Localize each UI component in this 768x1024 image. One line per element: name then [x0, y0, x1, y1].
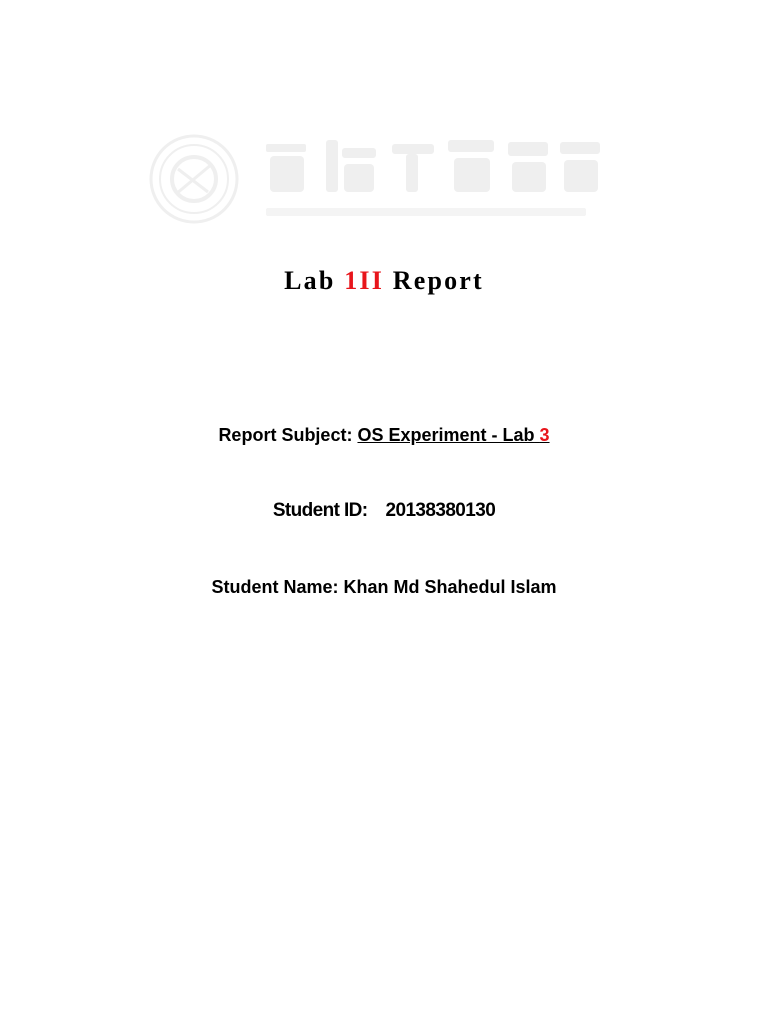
title-suffix: Report [392, 266, 484, 295]
report-title [0, 266, 768, 296]
student-id-label: Student ID: [272, 500, 368, 521]
student-id-value: 20138380130 [385, 500, 496, 521]
student-name-value: Khan Md Shahedul Islam [343, 577, 557, 597]
report-subject [0, 425, 768, 446]
subject-value [357, 425, 549, 445]
university-seal-icon [148, 134, 603, 226]
title-prefix: Lab [284, 266, 336, 295]
subject-value-main: OS Experiment - Lab [357, 425, 535, 445]
student-name [0, 577, 768, 598]
university-logo [148, 134, 603, 226]
subject-lab-number: 3 [539, 425, 550, 445]
student-id [0, 500, 768, 522]
subject-label: Report Subject: [218, 425, 353, 445]
title-lab-number: 1II [344, 266, 385, 295]
student-name-label: Student Name: [211, 577, 339, 597]
